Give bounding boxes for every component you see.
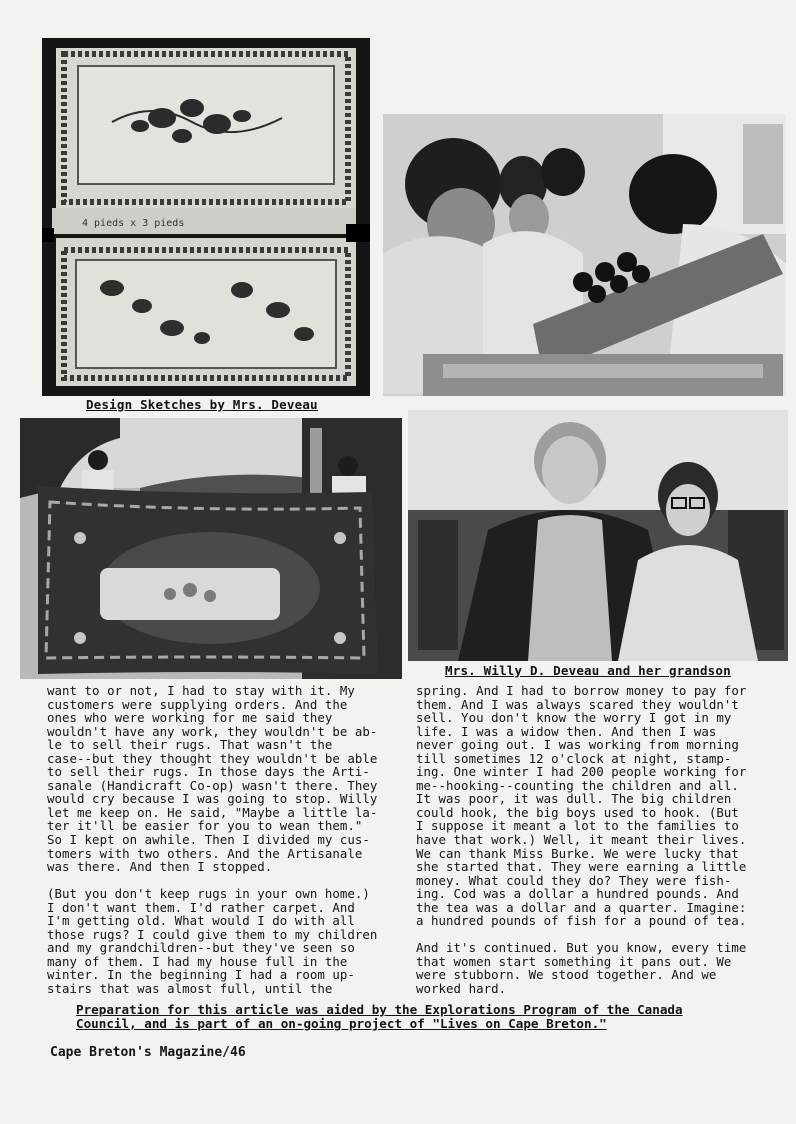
article-line: sanale (Handicraft Co-op) wasn't there. They [47, 777, 378, 793]
article-line: let me keep on. He said, "Maybe a little la- [47, 804, 378, 820]
portrait-caption: Mrs. Willy D. Deveau and her grandson [445, 663, 731, 678]
article-line: the tea was a dollar and a quarter. Imagine: [416, 899, 747, 915]
article-line: want to or not, I had to stay with it. My [47, 683, 355, 698]
article-line: tomers with two others. And the Artisanale [47, 845, 363, 861]
article-line: that women start something it pans out. We [416, 953, 732, 969]
credit-line-2: Council, and is part of an on-going project of "Lives on Cape Breton." [76, 1016, 607, 1031]
article-line: ing. Cod was a dollar a hundred pounds. And [416, 886, 739, 902]
article-line: could hook, the big boys used to hook. (But [416, 804, 739, 820]
article-line: was there. And then I stopped. [47, 859, 273, 875]
article-line: she started that. They were earning a little [416, 859, 747, 875]
article-line: We can thank Miss Burke. We were lucky that [416, 845, 739, 861]
article-line: (But you don't keep rugs in your own home.) [47, 886, 370, 902]
article-line [47, 874, 377, 888]
article-line: winter. In the beginning I had a room up- [47, 967, 355, 983]
portrait-photo [408, 410, 788, 661]
article-line: till sometimes 12 o'clock at night, stamp- [416, 750, 732, 766]
article-line [416, 928, 746, 942]
article-line: case--but they thought they wouldn't be able [47, 750, 378, 766]
article-line: I'm getting old. What would I do with all [47, 913, 355, 929]
article-credit [76, 1003, 683, 1031]
page-footer: Cape Breton's Magazine/46 [50, 1045, 246, 1060]
article-line: ones who were working for me said they [47, 710, 333, 726]
article-line: ter it'll be easier for you to wean them." [47, 818, 363, 834]
credit-line-1: Preparation for this article was aided by the Explorations Program of the Canada [76, 1002, 683, 1017]
article-line: life. I was a widow then. And then I was [416, 723, 717, 739]
sketch-handwriting: 4 pieds x 3 pieds [82, 218, 185, 229]
article-line: wouldn't have any work, they wouldn't be ab- [47, 723, 378, 739]
article-line: them. And I was always scared they wouldn't [416, 696, 739, 712]
article-left-column [47, 684, 377, 996]
article-line: I don't want them. I'd rather carpet. And [47, 899, 355, 915]
article-line: to sell their rugs. In those days the Arti- [47, 764, 370, 780]
article-line: I suppose it meant a lot to the families to [416, 818, 739, 834]
article-line: le to sell their rugs. That wasn't the [47, 737, 333, 753]
article-line: ing. One winter I had 200 people working for [416, 764, 747, 780]
article-line: me--hooking--counting the children and all. [416, 777, 739, 793]
article-line: It was poor, it was dull. The big children [416, 791, 732, 807]
article-line: have that work.) Well, it meant their lives. [416, 832, 747, 848]
article-line: those rugs? I could give them to my children [47, 926, 378, 942]
article-line: were stubborn. We stood together. And we [416, 967, 717, 983]
rug-hookers-photo [383, 114, 786, 396]
article-right-column [416, 684, 746, 996]
article-line: never going out. I was working from morning [416, 737, 739, 753]
article-line: worked hard. [416, 981, 507, 997]
article-line: stairs that was almost full, until the [47, 981, 333, 997]
article-line: and my grandchildren--but they've seen so [47, 940, 355, 956]
article-line: spring. And I had to borrow money to pay for [416, 683, 747, 698]
article-line: customers were supplying orders. And the [47, 696, 348, 712]
article-line: many of them. I had my house full in the [47, 953, 348, 969]
design-sketches-caption: Design Sketches by Mrs. Deveau [86, 397, 318, 412]
hooked-rug-photo [20, 418, 402, 679]
article-line: money. What could they do? They were fish- [416, 872, 732, 888]
article-line: a hundred pounds of fish for a pound of tea. [416, 913, 747, 929]
design-sketches-photo [42, 38, 370, 396]
article-line: sell. You don't know the worry I got in my [416, 710, 732, 726]
article-line: So I kept on awhile. Then I divided my cus- [47, 832, 370, 848]
article-line: would cry because I was going to stop. Willy [47, 791, 378, 807]
article-line: And it's continued. But you know, every time [416, 940, 747, 956]
